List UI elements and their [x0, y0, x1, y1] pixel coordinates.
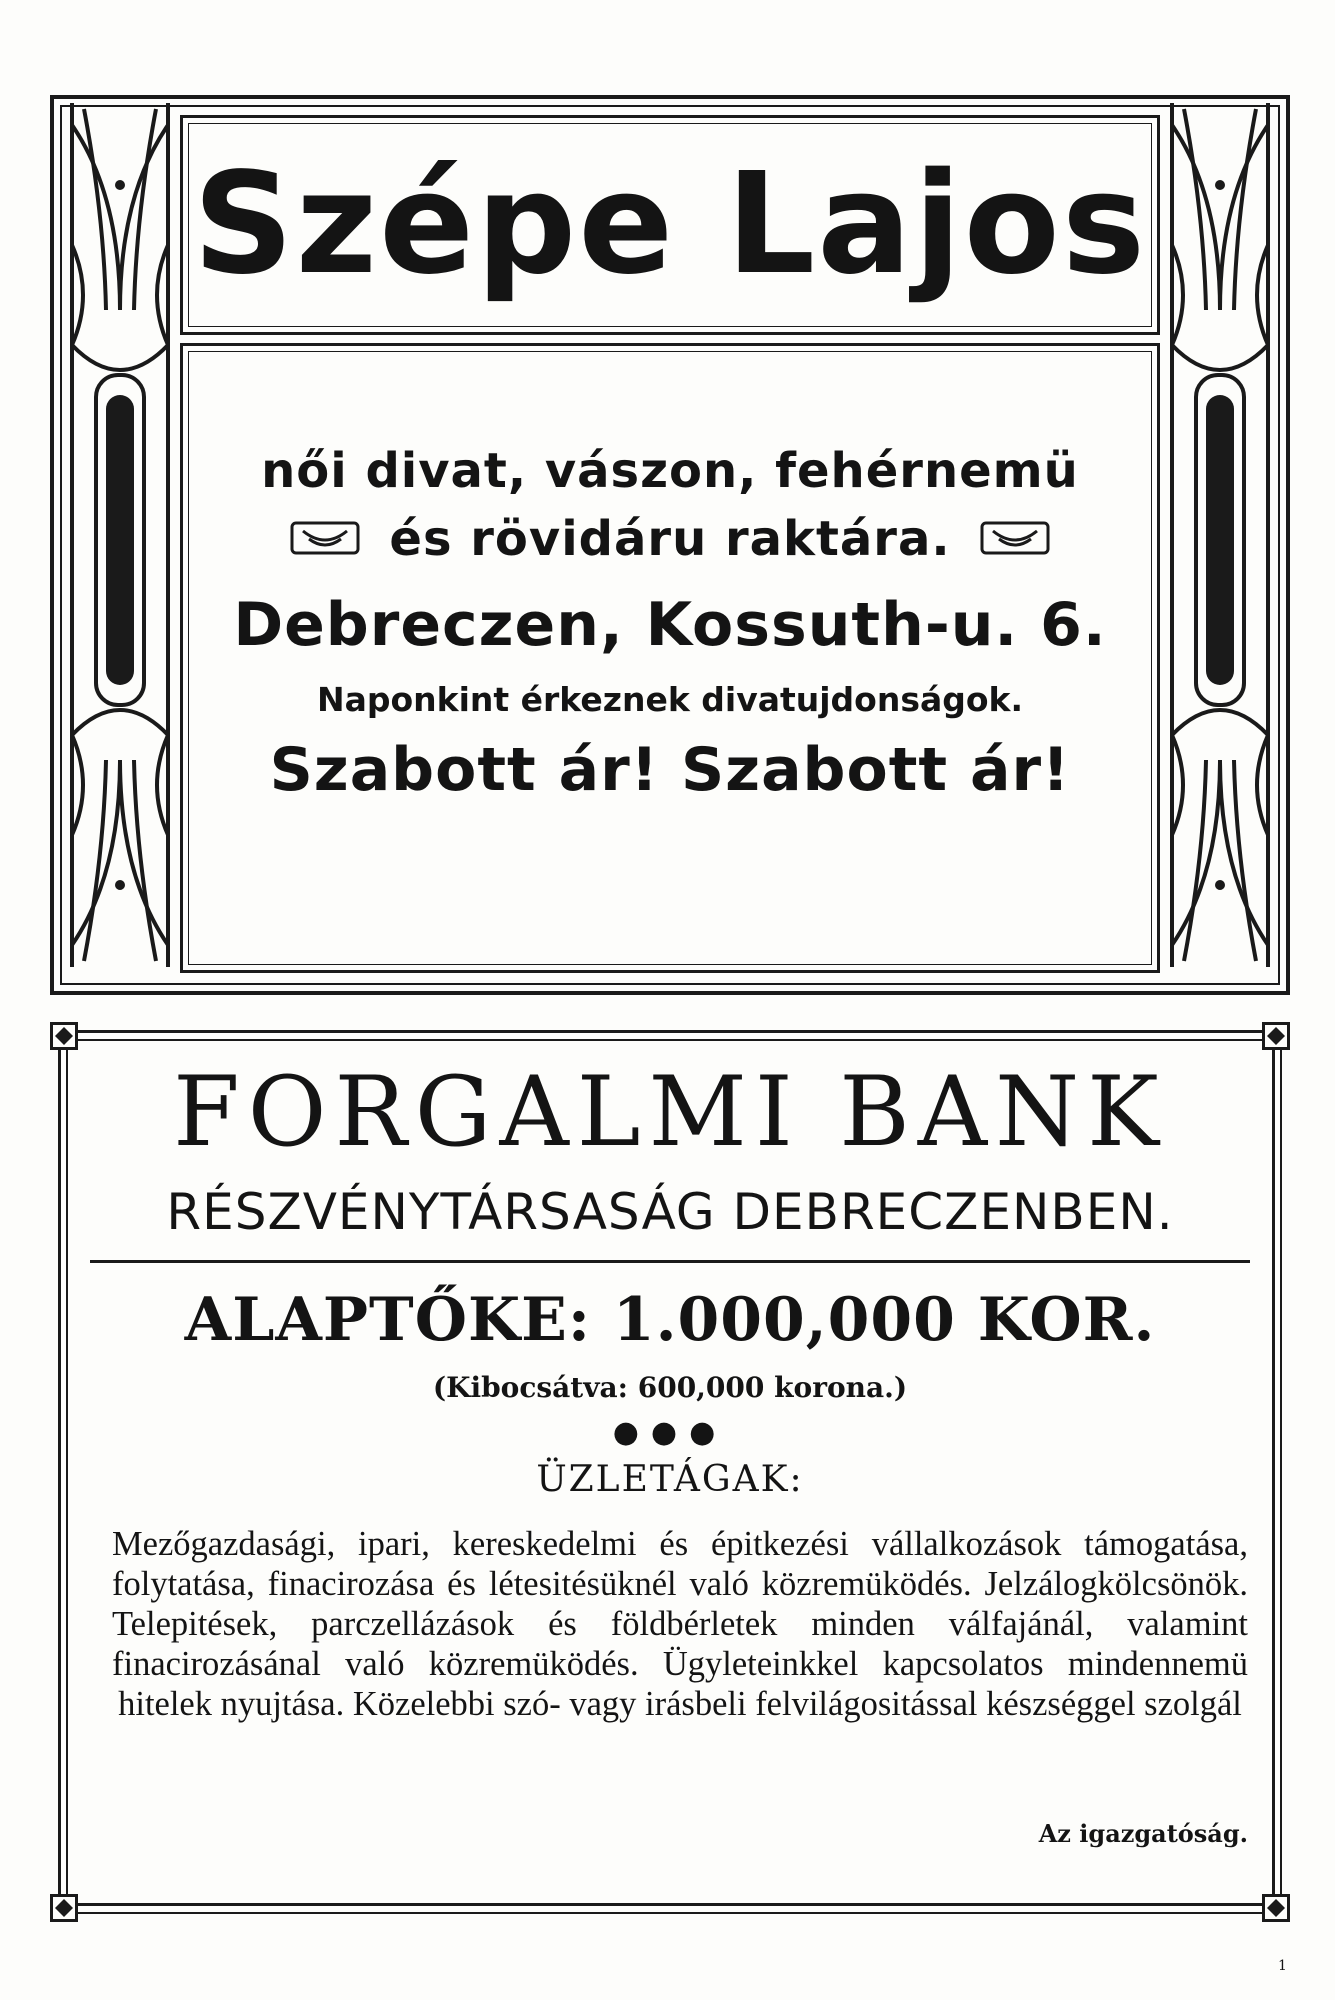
bank-subtitle: RÉSZVÉNYTÁRSASÁG DEBRECZENBEN. — [166, 1183, 1174, 1241]
diamond-corner-icon — [1262, 1894, 1290, 1922]
dot-ornament: ●●● — [612, 1415, 728, 1450]
bracket-ornament-icon — [979, 519, 1051, 559]
branches-heading: ÜZLETÁGAK: — [536, 1459, 804, 1500]
left-art-nouveau-ornament — [64, 95, 176, 995]
address-line: Debreczen, Kossuth-u. 6. — [233, 590, 1107, 660]
goods-line: női divat, vászon, fehérnemü — [261, 443, 1079, 499]
diamond-corner-icon — [1262, 1022, 1290, 1050]
share-capital: ALAPTŐKE: 1.000,000 KOR. — [184, 1285, 1156, 1355]
bank-title: FORGALMI BANK — [173, 1056, 1167, 1168]
bracket-ornament-icon — [289, 519, 361, 559]
fixed-price-line: Szabott ár! Szabott ár! — [269, 735, 1071, 805]
page-number: 1 — [1278, 1958, 1287, 1974]
warehouse-line — [180, 511, 1160, 567]
separator-line — [90, 1260, 1250, 1263]
left-rule — [58, 1050, 68, 1894]
shop-owner-title: Szépe Lajos — [192, 143, 1148, 306]
issued-capital: (Kibocsátva: 600,000 korona.) — [432, 1371, 908, 1404]
diamond-corner-icon — [50, 1894, 78, 1922]
right-rule — [1272, 1050, 1282, 1894]
right-art-nouveau-ornament — [1164, 95, 1276, 995]
diamond-corner-icon — [50, 1022, 78, 1050]
business-description: Mezőgazdasági, ipari, kereskedelmi és épitkezési vállalkozások támogatása, folytatása, finacirozása és létesitésüknél való közremüködés. Jelzálogkölcsönök. Telepitések, parczellázások és földbérletek minden válfajánál, valamint finacirozásánal való közremüködés. Ügyleteinkkel kapcsolatos mindennemü hitelek nyujtása. Közelebbi szó- vagy irásbeli felvilágositással készséggel szolgál — [112, 1525, 1248, 1723]
news-line: Naponkint érkeznek divatujdonságok. — [316, 680, 1024, 719]
signature: Az igazgatóság. — [1038, 1819, 1248, 1848]
bottom-rule — [78, 1903, 1262, 1914]
forgalmi-bank-advertisement — [50, 1022, 1290, 1922]
szepe-lajos-advertisement — [50, 95, 1290, 995]
warehouse-text: és rövidáru raktára. — [389, 511, 951, 567]
top-rule — [78, 1030, 1262, 1041]
